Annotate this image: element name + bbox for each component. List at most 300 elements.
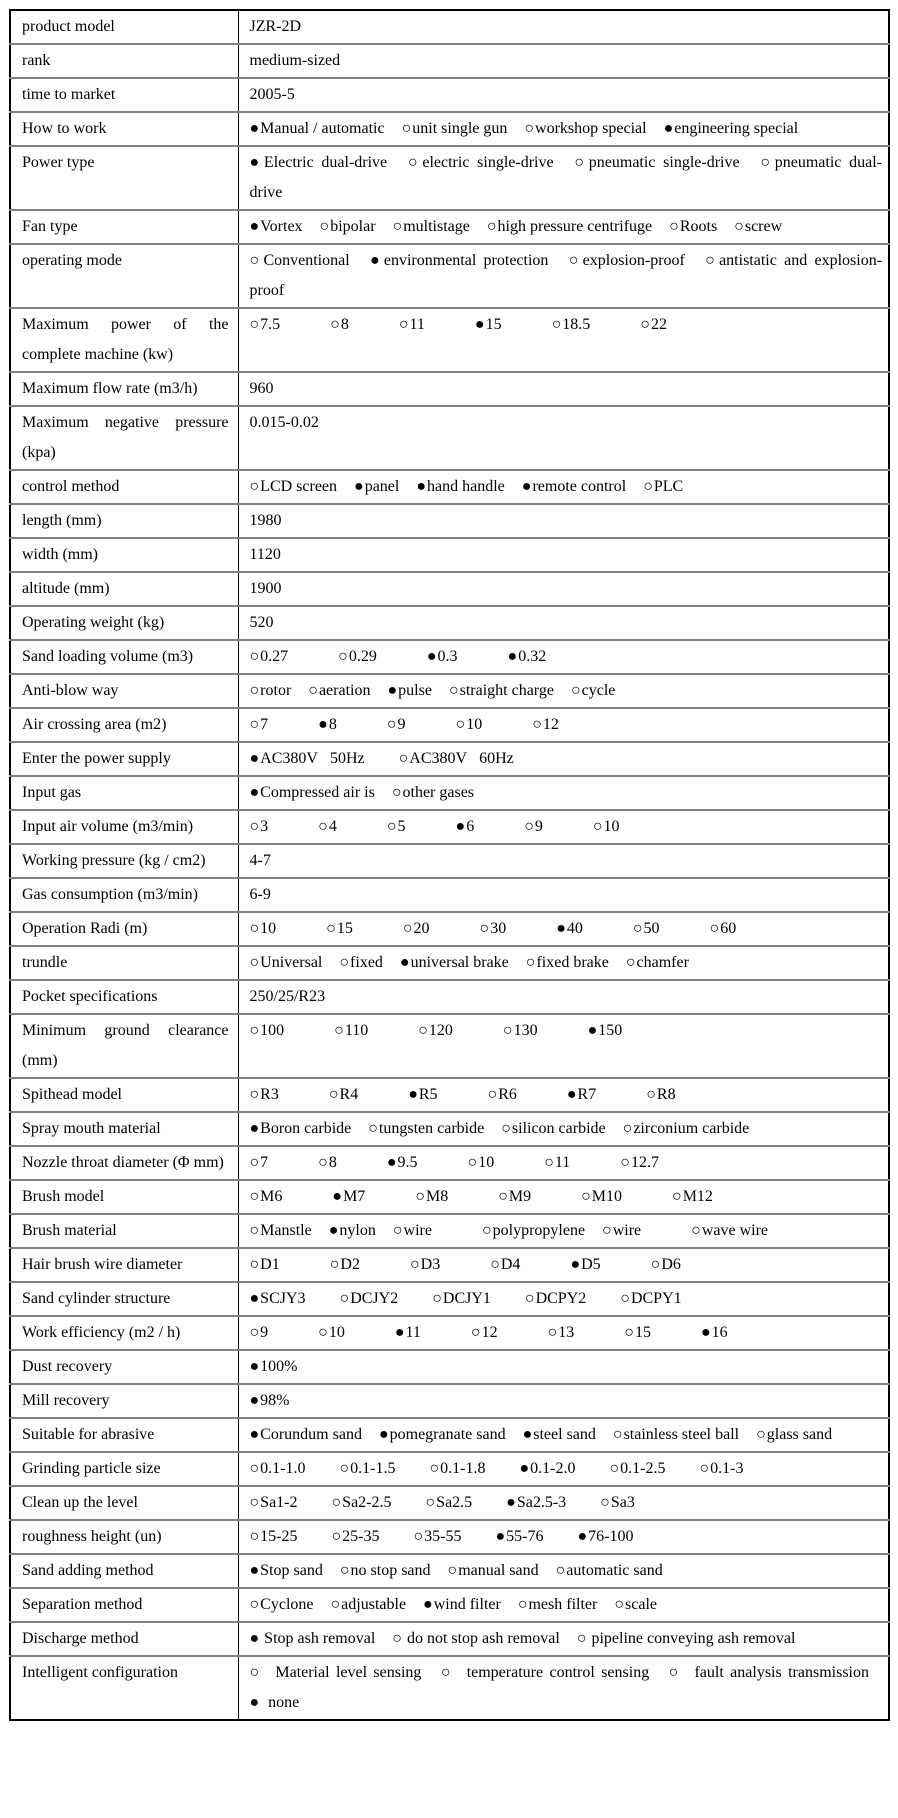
option-unselected [613,1426,739,1443]
option-label: 98% [260,1392,290,1409]
option-label: Roots [679,218,718,235]
option-unselected [250,1494,298,1511]
radio-empty-icon: ○ [555,1562,567,1579]
radio-empty-icon: ○ [249,478,261,495]
radio-empty-icon: ○ [339,1290,351,1307]
row-value [238,1486,889,1520]
option-label: 9 [534,818,543,835]
option-label: none [260,1694,300,1711]
row-label: roughness height (un) [10,1520,238,1554]
radio-empty-icon: ○ [398,750,410,767]
radio-empty-icon: ○ [620,1154,631,1171]
radio-empty-icon: ○ [330,316,341,333]
row-value [238,1520,889,1554]
row-label: Sand adding method [10,1554,238,1588]
radio-filled-icon: ● [474,316,486,333]
radio-filled-icon: ● [700,1324,712,1341]
option-unselected [368,1120,484,1137]
row-value [238,1214,889,1248]
option-label: 15 [485,316,502,333]
row-label: operating mode [10,244,238,308]
radio-filled-icon: ● [249,1392,261,1409]
radio-filled-icon: ● [249,1630,261,1647]
radio-empty-icon: ○ [547,1324,559,1341]
radio-empty-icon: ○ [331,1494,343,1511]
option-label: 150 [598,1022,623,1039]
option-selected [250,1562,323,1579]
option-label: tungsten carbide [378,1120,485,1137]
option-unselected [430,1460,486,1477]
row-value [238,946,889,980]
option-unselected [250,920,277,937]
option-label: Sa2-2.5 [342,1494,392,1511]
radio-empty-icon: ○ [620,1290,631,1307]
option-unselected [593,818,620,835]
row-label: Operating weight (kg) [10,606,238,640]
option-label: workshop special [535,120,647,137]
option-selected [250,1290,306,1307]
table-row [10,470,889,504]
option-label: engineering special [674,120,799,137]
option-label: D5 [581,1256,601,1273]
option-label: wind filter [433,1596,501,1613]
table-row [10,878,889,912]
option-unselected [577,1630,796,1647]
option-unselected [339,954,383,971]
radio-empty-icon: ○ [338,648,349,665]
option-selected [408,1086,437,1103]
option-unselected [544,1154,570,1171]
option-label: 18.5 [562,316,591,333]
option-unselected [387,818,406,835]
option-label: bipolar [330,218,376,235]
radio-empty-icon: ○ [249,1664,263,1681]
radio-empty-icon: ○ [318,1324,329,1341]
option-label: 10 [328,1324,345,1341]
radio-empty-icon: ○ [339,954,351,971]
row-value [238,146,889,210]
option-unselected [426,1494,473,1511]
option-unselected [410,1256,440,1273]
radio-empty-icon: ○ [622,1120,634,1137]
radio-empty-icon: ○ [544,1154,555,1171]
option-label: Universal [260,954,323,971]
radio-empty-icon: ○ [402,920,414,937]
radio-empty-icon: ○ [249,818,261,835]
radio-empty-icon: ○ [487,1086,499,1103]
radio-empty-icon: ○ [440,1664,454,1681]
radio-filled-icon: ● [507,648,519,665]
option-unselected [250,1664,422,1681]
option-label: 100 [260,1022,285,1039]
option-unselected [320,218,376,235]
row-value [238,742,889,776]
row-label: trundle [10,946,238,980]
option-unselected [331,1596,407,1613]
radio-empty-icon: ○ [517,1596,529,1613]
radio-filled-icon: ● [506,1494,517,1511]
option-unselected [610,1460,666,1477]
option-label: environmental protection [383,252,549,269]
table-row [10,844,889,878]
option-unselected [756,1426,832,1443]
row-label: width (mm) [10,538,238,572]
option-label: R4 [339,1086,359,1103]
option-label: 0.27 [260,648,289,665]
radio-empty-icon: ○ [734,218,745,235]
table-row [10,210,889,244]
option-unselected [403,920,430,937]
option-label: Compressed air is [260,784,375,801]
row-value: 250/25/R23 [238,980,889,1014]
option-unselected [524,818,543,835]
radio-empty-icon: ○ [413,1528,425,1545]
option-label: 0.1-2.0 [530,1460,576,1477]
option-label: D1 [260,1256,280,1273]
option-unselected [250,1154,269,1171]
radio-filled-icon: ● [495,1528,507,1545]
table-row [10,1350,889,1384]
radio-empty-icon: ○ [672,1188,683,1205]
option-unselected [574,154,739,171]
option-unselected [700,1460,744,1477]
option-unselected [626,954,689,971]
option-unselected [488,1086,517,1103]
radio-empty-icon: ○ [249,1596,261,1613]
table-row [10,308,889,372]
option-label: stainless steel ball [623,1426,740,1443]
option-unselected [490,1256,520,1273]
table-row [10,674,889,708]
radio-empty-icon: ○ [498,1188,509,1205]
radio-filled-icon: ● [249,1290,261,1307]
option-label: 0.1-2.5 [620,1460,666,1477]
option-unselected [556,1562,663,1579]
table-row [10,1248,889,1282]
row-label: Spithead model [10,1078,238,1112]
table-row [10,1146,889,1180]
radio-empty-icon: ○ [415,1188,426,1205]
option-label: Sa3 [610,1494,635,1511]
radio-empty-icon: ○ [249,920,261,937]
table-row [10,1520,889,1554]
option-label: fixed [350,954,383,971]
row-label: Maximum power of the complete machine (kw) [10,308,238,372]
radio-empty-icon: ○ [501,1120,512,1137]
option-selected [522,478,626,495]
row-value: 960 [238,372,889,406]
row-value [238,640,889,674]
table-row [10,1622,889,1656]
option-label: M8 [425,1188,449,1205]
option-label: 12.7 [630,1154,659,1171]
option-label: Corundum sand [260,1426,362,1443]
option-unselected [548,1324,575,1341]
row-value [238,1452,889,1486]
option-selected [427,648,458,665]
option-label: DCPY1 [630,1290,682,1307]
radio-empty-icon: ○ [470,1324,482,1341]
radio-filled-icon: ● [416,478,428,495]
option-label: 15 [634,1324,651,1341]
radio-filled-icon: ● [249,750,261,767]
option-label: AC380V 60Hz [409,750,514,767]
option-label: 50 [643,920,660,937]
radio-empty-icon: ○ [249,682,261,699]
option-unselected [468,1154,495,1171]
option-label: 7.5 [260,316,281,333]
row-value [238,1588,889,1622]
row-label: Input air volume (m3/min) [10,810,238,844]
option-label: 8 [328,1154,337,1171]
option-label: 12 [542,716,559,733]
option-label: 12 [481,1324,498,1341]
option-label: 7 [260,1154,269,1171]
option-selected [318,716,337,733]
row-label: Suitable for abrasive [10,1418,238,1452]
radio-empty-icon: ○ [401,120,413,137]
row-value [238,1112,889,1146]
option-label: do not stop ash removal [402,1630,560,1647]
radio-empty-icon: ○ [455,716,467,733]
option-selected [379,1426,506,1443]
option-selected [508,648,547,665]
table-row [10,1418,889,1452]
radio-empty-icon: ○ [308,682,319,699]
table-row [10,708,889,742]
option-label: 110 [344,1022,369,1039]
option-label: DCJY1 [442,1290,491,1307]
radio-empty-icon: ○ [486,218,498,235]
row-label: product model [10,10,238,44]
radio-empty-icon: ○ [432,1290,443,1307]
table-row [10,1452,889,1486]
option-selected [332,1188,365,1205]
option-unselected [250,1222,312,1239]
option-label: wire [403,1222,432,1239]
option-label: high pressure centrifuge [497,218,653,235]
option-label: Stop sand [260,1562,323,1579]
radio-empty-icon: ○ [330,1596,342,1613]
option-label: automatic sand [566,1562,663,1579]
table-row [10,1656,889,1720]
radio-empty-icon: ○ [551,316,563,333]
option-unselected [710,920,737,937]
row-value [238,912,889,946]
row-value [238,1554,889,1588]
option-selected [250,1120,352,1137]
option-label: zirconium carbide [633,1120,750,1137]
row-label: Working pressure (kg / cm2) [10,844,238,878]
option-label: Stop ash removal [260,1630,376,1647]
option-unselected [408,154,554,171]
option-unselected [602,1222,641,1239]
option-selected [496,1528,544,1545]
option-label: glass sand [766,1426,833,1443]
option-label: Material level sensing [262,1664,422,1681]
option-unselected [643,478,683,495]
option-label: pulse [398,682,432,699]
radio-filled-icon: ● [249,784,261,801]
option-unselected [330,1256,360,1273]
table-row [10,606,889,640]
option-label: 25-35 [342,1528,380,1545]
option-label: cycle [581,682,616,699]
radio-empty-icon: ○ [756,1426,767,1443]
row-value [238,308,889,372]
option-unselected [552,316,591,333]
radio-empty-icon: ○ [331,1528,343,1545]
table-row [10,372,889,406]
radio-empty-icon: ○ [481,1222,493,1239]
radio-empty-icon: ○ [447,1562,459,1579]
row-value: 6-9 [238,878,889,912]
row-label: Brush model [10,1180,238,1214]
option-selected [250,1630,376,1647]
radio-empty-icon: ○ [318,818,329,835]
radio-empty-icon: ○ [602,1222,613,1239]
radio-filled-icon: ● [577,1528,589,1545]
option-label: 10 [260,920,277,937]
option-selected [520,1460,576,1477]
row-value [238,776,889,810]
option-selected [567,1086,596,1103]
table-row [10,1486,889,1520]
radio-empty-icon: ○ [319,218,331,235]
option-label: M12 [682,1188,713,1205]
radio-filled-icon: ● [663,120,675,137]
radio-filled-icon: ● [249,1694,261,1711]
row-value [238,810,889,844]
spec-table [9,9,890,1721]
radio-empty-icon: ○ [524,120,536,137]
option-label: R8 [656,1086,676,1103]
option-selected [423,1596,501,1613]
radio-empty-icon: ○ [612,1426,624,1443]
radio-empty-icon: ○ [392,1630,403,1647]
row-label: Grinding particle size [10,1452,238,1486]
option-selected [416,478,504,495]
option-label: M10 [591,1188,623,1205]
option-label: 22 [650,316,667,333]
table-row [10,10,889,44]
radio-empty-icon: ○ [429,1460,441,1477]
table-row [10,1014,889,1078]
option-label: Electric dual-drive [263,154,388,171]
row-value [238,1622,889,1656]
radio-filled-icon: ● [249,120,261,137]
row-value [238,1014,889,1078]
table-row [10,980,889,1014]
row-label: rank [10,44,238,78]
option-label: Sa2.5 [436,1494,473,1511]
radio-empty-icon: ○ [640,316,651,333]
option-label: 15-25 [260,1528,298,1545]
radio-empty-icon: ○ [502,1022,514,1039]
option-label: 9 [260,1324,269,1341]
option-label: LCD screen [260,478,338,495]
row-value: 1120 [238,538,889,572]
option-label: R7 [577,1086,597,1103]
option-label: explosion-proof [582,252,685,269]
table-row [10,1078,889,1112]
row-label: Dust recovery [10,1350,238,1384]
option-label: adjustable [341,1596,407,1613]
radio-empty-icon: ○ [249,1494,261,1511]
radio-empty-icon: ○ [592,818,604,835]
option-label: 7 [260,716,269,733]
radio-filled-icon: ● [332,1188,344,1205]
option-label: universal brake [410,954,509,971]
option-selected [387,1154,418,1171]
radio-filled-icon: ● [566,1086,578,1103]
radio-empty-icon: ○ [650,1256,662,1273]
table-row [10,946,889,980]
option-selected [354,478,399,495]
radio-empty-icon: ○ [425,1494,437,1511]
radio-empty-icon: ○ [600,1494,611,1511]
option-unselected [392,784,474,801]
option-label: 0.3 [437,648,458,665]
option-label: Manual / automatic [260,120,385,137]
radio-empty-icon: ○ [614,1596,626,1613]
option-unselected [669,1664,869,1681]
table-row [10,572,889,606]
option-unselected [340,1460,396,1477]
radio-empty-icon: ○ [467,1154,479,1171]
option-unselected [399,750,514,767]
row-value [238,1350,889,1384]
option-selected [387,682,431,699]
row-label: Minimum ground clearance (mm) [10,1014,238,1078]
option-label: 8 [328,716,337,733]
option-label: 76-100 [588,1528,634,1545]
radio-filled-icon: ● [399,954,411,971]
option-selected [556,920,583,937]
option-unselected [250,954,323,971]
row-label: Air crossing area (m2) [10,708,238,742]
table-row [10,1554,889,1588]
row-value [238,1384,889,1418]
option-label: 0.29 [348,648,377,665]
row-label: Pocket specifications [10,980,238,1014]
radio-empty-icon: ○ [249,954,261,971]
option-selected [701,1324,728,1341]
option-selected [400,954,509,971]
radio-empty-icon: ○ [392,218,404,235]
row-value [238,1248,889,1282]
radio-empty-icon: ○ [249,1528,261,1545]
table-row [10,244,889,308]
option-label: 0.32 [518,648,547,665]
option-label: 3 [260,818,269,835]
row-value: JZR-2D [249,18,302,35]
radio-filled-icon: ● [522,1426,534,1443]
option-unselected [526,954,609,971]
option-label: multistage [403,218,470,235]
option-label: nylon [339,1222,376,1239]
option-unselected [672,1188,713,1205]
radio-empty-icon: ○ [386,716,398,733]
option-label: 0.1-3 [710,1460,744,1477]
row-value [238,1180,889,1214]
radio-empty-icon: ○ [668,1664,682,1681]
option-unselected [571,682,615,699]
row-value: 2005-5 [238,78,889,112]
radio-empty-icon: ○ [448,682,460,699]
option-selected [250,1392,290,1409]
row-label: Separation method [10,1588,238,1622]
